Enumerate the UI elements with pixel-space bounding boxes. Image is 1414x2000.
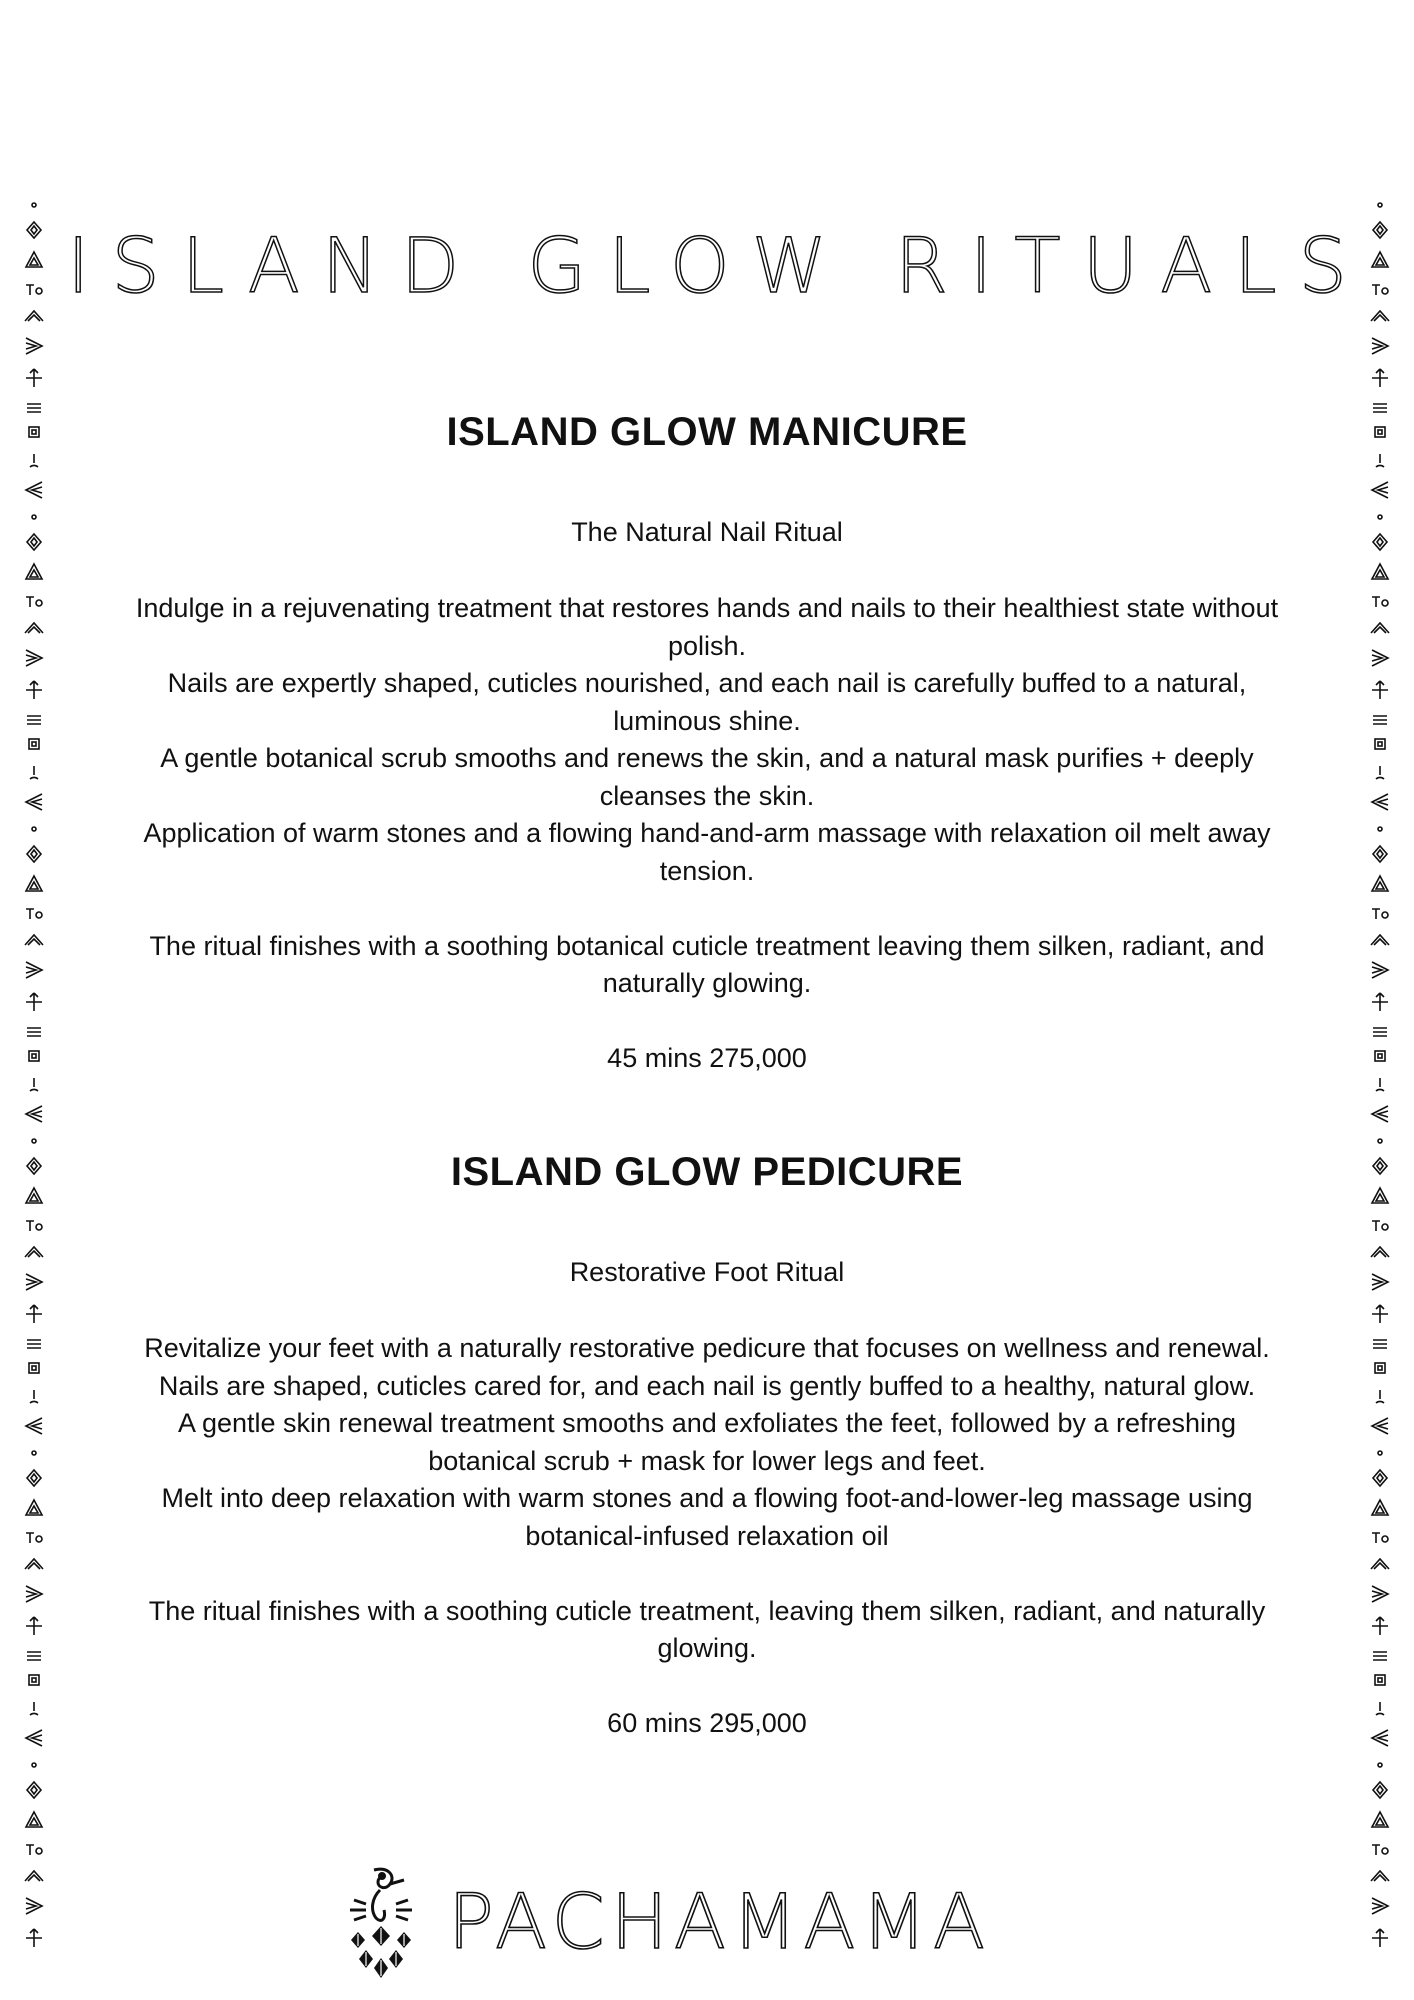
tribal-motif-icon — [22, 1724, 46, 1756]
section-description — [130, 1330, 1284, 1668]
tribal-motif-icon — [22, 1668, 46, 1696]
tribal-motif-icon — [1368, 1778, 1392, 1808]
tribal-motif-icon — [22, 196, 46, 218]
tribal-motif-icon — [1368, 1300, 1392, 1332]
tribal-motif-icon — [22, 1838, 46, 1864]
tribal-motif-icon — [22, 1240, 46, 1268]
tribal-motif-icon — [1368, 1466, 1392, 1496]
tribal-motif-icon — [1368, 788, 1392, 820]
tribal-motif-icon — [22, 590, 46, 616]
tribal-motif-icon — [1368, 676, 1392, 708]
tribal-motif-icon — [22, 1808, 46, 1838]
tribal-motif-icon — [1368, 1552, 1392, 1580]
tribal-motif-icon — [1368, 1756, 1392, 1778]
tribal-motif-icon — [1368, 1100, 1392, 1132]
tribal-motif-icon — [22, 448, 46, 476]
section-subtitle: The Natural Nail Ritual — [571, 517, 843, 547]
tribal-motif-icon — [1368, 1332, 1392, 1356]
tribal-motif-icon — [22, 1526, 46, 1552]
tribal-motif-icon — [1368, 1240, 1392, 1268]
tribal-motif-icon — [1368, 1044, 1392, 1072]
tribal-motif-icon — [1368, 304, 1392, 332]
description-paragraph: Application of warm stones and a flowing hand-and-arm massage with relaxation oil melt away tension. — [143, 818, 1271, 886]
tribal-motif-icon — [1368, 760, 1392, 788]
tribal-motif-icon — [1368, 1384, 1392, 1412]
manicure-section — [130, 408, 1284, 1076]
tribal-motif-icon — [22, 1612, 46, 1644]
logo-wordmark: PACHAMAMA — [448, 1877, 991, 1966]
tribal-motif-icon — [22, 1044, 46, 1072]
tribal-motif-icon — [1368, 1612, 1392, 1644]
tribal-motif-icon — [1368, 590, 1392, 616]
tribal-motif-icon — [1368, 560, 1392, 590]
tribal-motif-icon — [22, 956, 46, 988]
tribal-motif-icon — [1368, 1838, 1392, 1864]
pachamama-bird-emblem-icon — [336, 1862, 426, 1982]
tribal-motif-icon — [1368, 1444, 1392, 1466]
section-description — [130, 590, 1284, 1003]
description-paragraph: Nails are expertly shaped, cuticles nourished, and each nail is carefully buffed to a natural, luminous shine. — [167, 668, 1247, 736]
tribal-motif-icon — [1368, 644, 1392, 676]
pedicure-section — [130, 1148, 1284, 1741]
tribal-motif-icon — [22, 676, 46, 708]
tribal-motif-icon — [1368, 1496, 1392, 1526]
section-heading: ISLAND GLOW PEDICURE — [450, 1150, 964, 1194]
tribal-motif-icon — [22, 508, 46, 530]
tribal-motif-icon — [22, 820, 46, 842]
tribal-motif-icon — [22, 1356, 46, 1384]
tribal-motif-icon — [1368, 364, 1392, 396]
tribal-motif-icon — [22, 928, 46, 956]
tribal-motif-icon — [22, 304, 46, 332]
tribal-motif-icon — [1368, 1184, 1392, 1214]
tribal-motif-icon — [22, 1864, 46, 1892]
tribal-motif-icon — [1368, 196, 1392, 218]
tribal-motif-icon — [22, 872, 46, 902]
tribal-motif-icon — [22, 1444, 46, 1466]
description-paragraph: The ritual finishes with a soothing botanical cuticle treatment leaving them silken, radiant, and naturally glowing. — [149, 930, 1265, 998]
tribal-motif-icon — [1368, 842, 1392, 872]
description-paragraph: Nails are shaped, cuticles cared for, and each nail is gently buffed to a healthy, natural glow. — [158, 1370, 1256, 1401]
tribal-motif-icon — [22, 1580, 46, 1612]
tribal-motif-icon — [22, 560, 46, 590]
description-paragraph: A gentle skin renewal treatment smooths and exfoliates the feet, followed by a refreshing botanical scrub + mask for lower legs and feet. — [177, 1408, 1237, 1476]
tribal-motif-icon — [1368, 332, 1392, 364]
tribal-motif-icon — [22, 420, 46, 448]
pachamama-logo — [336, 1862, 991, 1982]
tribal-motif-icon — [1368, 1214, 1392, 1240]
tribal-motif-icon — [1368, 1924, 1392, 1956]
tribal-motif-icon — [1368, 508, 1392, 530]
tribal-motif-icon — [22, 1214, 46, 1240]
description-paragraph: Revitalize your feet with a naturally restorative pedicure that focuses on wellness and renewal. — [144, 1333, 1270, 1363]
tribal-motif-icon — [22, 1552, 46, 1580]
tribal-motif-icon — [22, 1154, 46, 1184]
tribal-motif-icon — [22, 788, 46, 820]
tribal-motif-icon — [22, 842, 46, 872]
page-title: ISLAND GLOW RITUALS — [67, 221, 1369, 310]
tribal-motif-icon — [22, 476, 46, 508]
description-paragraph: A gentle botanical scrub smooths and renews the skin, and a natural mask purifies + deeply cleanses the skin. — [160, 743, 1254, 811]
tribal-motif-icon — [22, 1020, 46, 1044]
tribal-motif-icon — [1368, 396, 1392, 420]
tribal-motif-icon — [22, 1466, 46, 1496]
tribal-motif-icon — [1368, 902, 1392, 928]
tribal-motif-icon — [1368, 1268, 1392, 1300]
tribal-motif-icon — [22, 1778, 46, 1808]
tribal-motif-icon — [1368, 1072, 1392, 1100]
tribal-motif-icon — [22, 616, 46, 644]
tribal-motif-icon — [22, 708, 46, 732]
tribal-motif-icon — [1368, 420, 1392, 448]
tribal-motif-icon — [1368, 1412, 1392, 1444]
tribal-motif-icon — [1368, 1864, 1392, 1892]
tribal-motif-icon — [1368, 1154, 1392, 1184]
tribal-motif-icon — [22, 396, 46, 420]
tribal-motif-icon — [1368, 530, 1392, 560]
tribal-motif-icon — [1368, 1132, 1392, 1154]
tribal-motif-icon — [22, 760, 46, 788]
tribal-motif-icon — [22, 1696, 46, 1724]
description-paragraph: The ritual finishes with a soothing cuticle treatment, leaving them silken, radiant, and naturally glowing. — [148, 1595, 1266, 1663]
tribal-motif-icon — [22, 1100, 46, 1132]
tribal-motif-icon — [22, 1496, 46, 1526]
tribal-motif-icon — [22, 332, 46, 364]
tribal-motif-icon — [22, 732, 46, 760]
section-heading: ISLAND GLOW MANICURE — [446, 410, 968, 454]
tribal-motif-icon — [1368, 1526, 1392, 1552]
tribal-motif-icon — [22, 1184, 46, 1214]
tribal-motif-icon — [22, 1924, 46, 1956]
tribal-motif-icon — [1368, 708, 1392, 732]
description-paragraph: Melt into deep relaxation with warm stones and a flowing foot-and-lower-leg massage using botanical-infused relaxation oil — [161, 1483, 1253, 1551]
tribal-motif-icon — [22, 1268, 46, 1300]
tribal-motif-icon — [1368, 1724, 1392, 1756]
tribal-motif-icon — [1368, 448, 1392, 476]
tribal-motif-icon — [1368, 820, 1392, 842]
tribal-motif-icon — [1368, 1808, 1392, 1838]
right-tribal-border — [1362, 196, 1398, 1966]
tribal-motif-icon — [22, 644, 46, 676]
tribal-motif-icon — [1368, 1580, 1392, 1612]
tribal-motif-icon — [22, 1072, 46, 1100]
tribal-motif-icon — [22, 1132, 46, 1154]
tribal-motif-icon — [22, 988, 46, 1020]
duration-price: 60 mins 295,000 — [607, 1707, 807, 1738]
tribal-motif-icon — [1368, 1668, 1392, 1696]
duration-price: 45 mins 275,000 — [607, 1042, 807, 1073]
tribal-motif-icon — [1368, 872, 1392, 902]
tribal-motif-icon — [1368, 1644, 1392, 1668]
tribal-motif-icon — [22, 364, 46, 396]
tribal-motif-icon — [22, 1756, 46, 1778]
tribal-motif-icon — [22, 1384, 46, 1412]
tribal-motif-icon — [22, 1332, 46, 1356]
tribal-motif-icon — [22, 1412, 46, 1444]
tribal-motif-icon — [22, 902, 46, 928]
tribal-motif-icon — [22, 1892, 46, 1924]
tribal-motif-icon — [1368, 928, 1392, 956]
tribal-motif-icon — [1368, 732, 1392, 760]
tribal-motif-icon — [22, 1300, 46, 1332]
tribal-motif-icon — [1368, 988, 1392, 1020]
tribal-motif-icon — [1368, 616, 1392, 644]
tribal-motif-icon — [22, 530, 46, 560]
tribal-motif-icon — [1368, 1020, 1392, 1044]
tribal-motif-icon — [1368, 1892, 1392, 1924]
tribal-motif-icon — [22, 1644, 46, 1668]
left-tribal-border — [16, 196, 52, 1966]
tribal-motif-icon — [1368, 956, 1392, 988]
tribal-motif-icon — [1368, 476, 1392, 508]
tribal-motif-icon — [1368, 1356, 1392, 1384]
description-paragraph: Indulge in a rejuvenating treatment that restores hands and nails to their healthiest state without polish. — [135, 593, 1279, 661]
tribal-motif-icon — [1368, 1696, 1392, 1724]
section-subtitle: Restorative Foot Ritual — [569, 1257, 845, 1287]
